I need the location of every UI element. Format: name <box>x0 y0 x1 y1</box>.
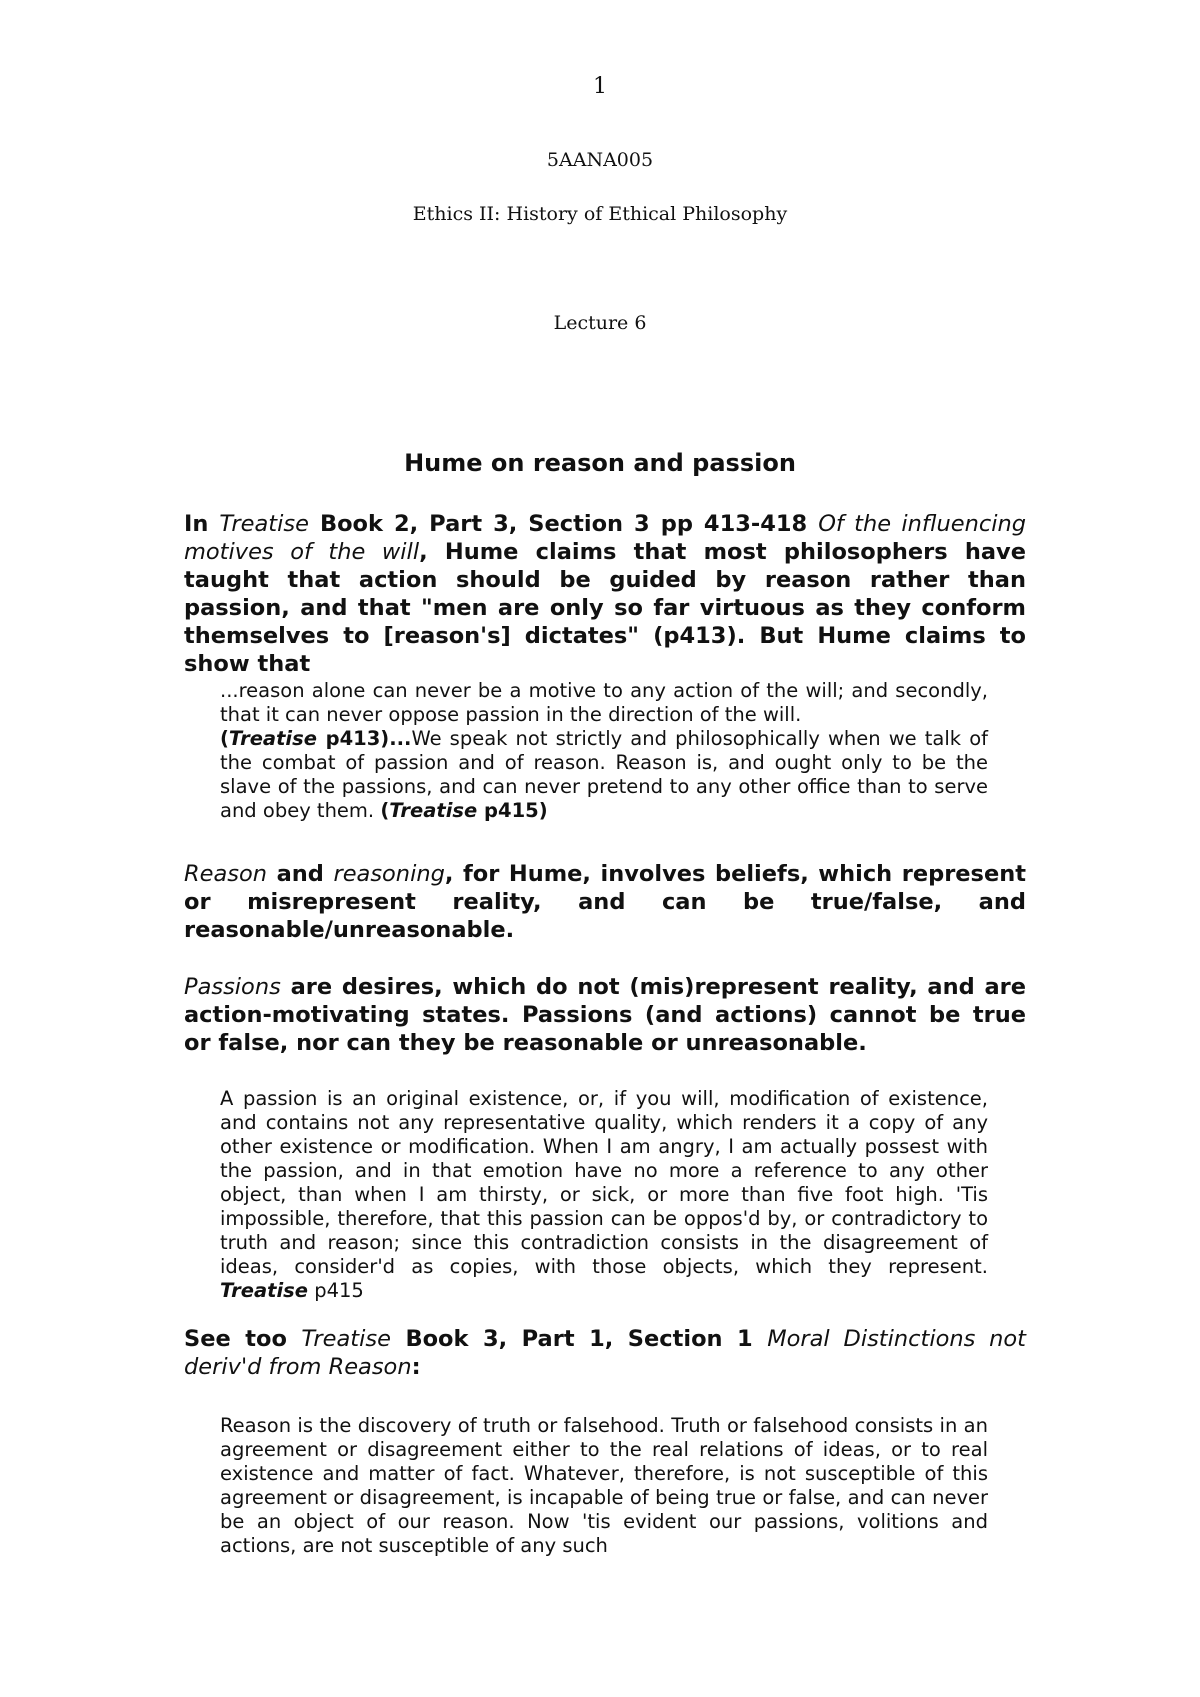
text: See too <box>184 1326 302 1352</box>
citation: p413) <box>316 727 390 750</box>
ellipsis: ... <box>389 727 412 750</box>
citation: p415) <box>477 799 548 822</box>
citation: ( <box>220 727 229 750</box>
text: are desires, which do not (mis)represent reality, and are action-motivating states. Passions (and actions) cannot be true or false, nor can they be reasonable or unreasonable. <box>184 974 1026 1056</box>
paragraph-intro <box>184 510 1026 678</box>
text-italic: Passions <box>184 974 281 1000</box>
text-italic: Reason <box>184 861 268 887</box>
text-italic: Treatise <box>301 1326 391 1352</box>
course-title: Ethics II: History of Ethical Philosophy <box>412 203 788 225</box>
citation-title: Treatise <box>389 799 478 822</box>
quote-text: Reason is the discovery of truth or falsehood. Truth or falsehood consists in an agreement or disagreement either to the real relations of ideas, or to real existence and matter of fact. Whatever, therefore, is not susceptible of this agreement or disagreement, is incapable of being true or false, and can never be an object of our reason. Now 'tis evident our passions, volitions and actions, are not susceptible of any such <box>220 1414 988 1557</box>
quote-text: ...reason alone can never be a motive to any action of the will; and secondly, that it can never oppose passion in the direction of the will. <box>220 679 988 726</box>
text: and <box>267 861 334 887</box>
quote-text: We speak not strictly and philosophically when we talk of the combat of passion and of reason. Reason is, and ought only to be the slave of the passions, and can never pretend to any other office than to serve and obey them. <box>220 727 988 822</box>
block-quote-1 <box>220 679 988 823</box>
quote-text: A passion is an original existence, or, if you will, modification of existence, and contains not any representative quality, which renders it a copy of any other existence or modification. When I am angry, I am actually possest with the passion, and in that emotion have no more a reference to any other object, than when I am thirsty, or sick, or more than five foot high. 'Tis impossible, therefore, that this passion can be oppos'd by, or contradictory to truth and reason; since this contradiction consists in the disagreement of ideas, consider'd as copies, with those objects, which they represent. <box>220 1087 988 1278</box>
block-quote-3 <box>220 1414 988 1558</box>
paragraph-see-too <box>184 1325 1026 1381</box>
text-italic: Treatise <box>219 511 309 537</box>
text: , for Hume, involves beliefs, which represent or misrepresent reality, and can be true/false, and reasonable/unreasonable. <box>184 861 1026 943</box>
paragraph-passions <box>184 973 1026 1057</box>
text: , Hume claims that most philosophers have taught that action should be guided by reason rather than passion, and that "men are only so far virtuous as they conform themselves to [reason's] dictates" (p413). But Hume claims to show that <box>184 539 1026 677</box>
lecture-number: Lecture 6 <box>553 312 647 334</box>
course-code: 5AANA005 <box>546 149 654 171</box>
page-heading: Hume on reason and passion <box>404 449 796 477</box>
text: Book 3, Part 1, Section 1 <box>390 1326 768 1352</box>
citation: p415 <box>308 1279 364 1302</box>
paragraph-reason <box>184 860 1026 944</box>
text-italic: reasoning <box>333 861 445 887</box>
text-italic: Of the influencing motives of the will <box>184 511 1026 565</box>
citation: ( <box>380 799 390 822</box>
citation-title: Treatise <box>220 1279 308 1302</box>
text: In <box>184 511 220 537</box>
text: Book 2, Part 3, Section 3 pp 413-418 <box>308 511 819 537</box>
citation-title: Treatise <box>228 727 317 750</box>
block-quote-2 <box>220 1087 988 1303</box>
text: : <box>411 1354 421 1380</box>
page-number: 1 <box>593 74 607 99</box>
text-italic: Moral Distinctions not deriv'd from Reason <box>184 1326 1027 1380</box>
